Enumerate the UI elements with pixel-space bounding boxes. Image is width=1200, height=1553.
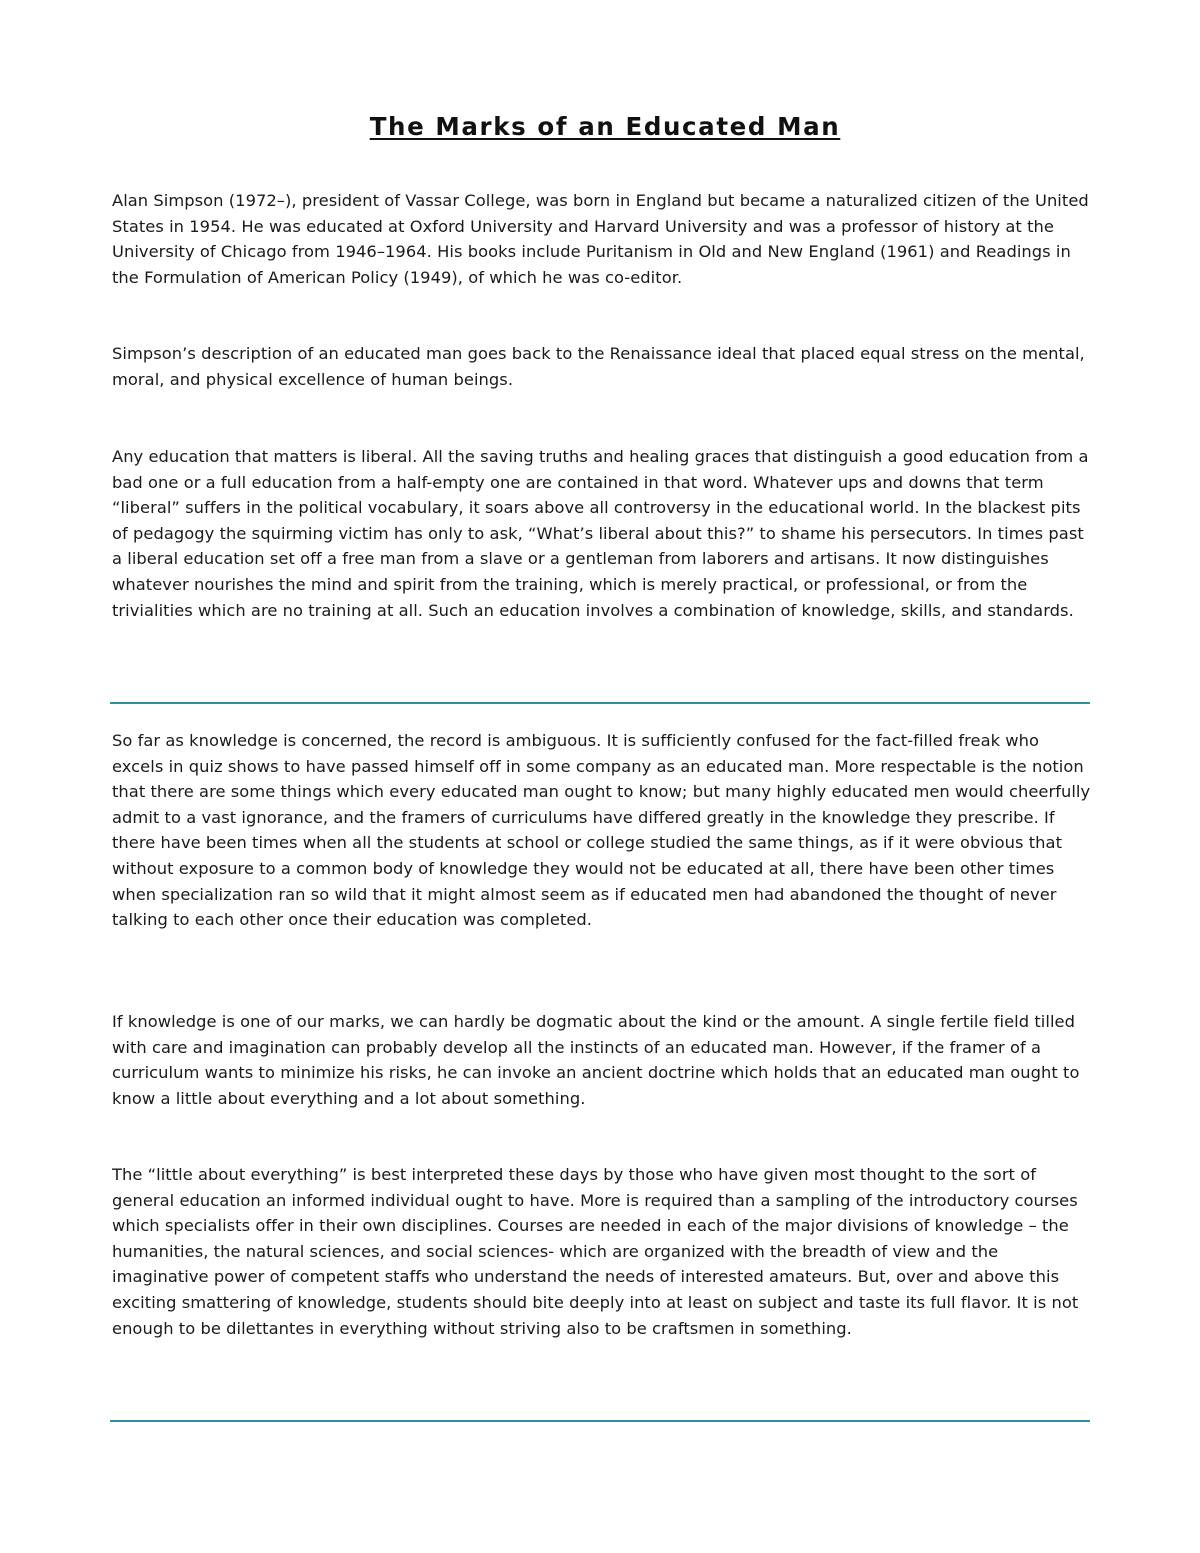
paragraph-author-bio: Alan Simpson (1972–), president of Vassar College, was born in England but became a naturalized citizen of the United States in 1954. He was educated at Oxford University and Harvard University and was a professor of history at the University of Chicago from 1946–1964. His books include Puritanism in Old and New England (1961) and Readings in the Formulation of American Policy (1949), of which he was co-editor. [112, 191, 1089, 287]
paragraph-general-education: The “little about everything” is best interpreted these days by those who have given most thought to the sort of general education an informed individual ought to have. More is required than a sampling of the introductory courses which specialists offer in their own disciplines. Courses are needed in each of the major divisions of knowledge – the humanities, the natural sciences, and social sciences- which are organized with the breadth of view and the imaginative power of competent staffs who understand the needs of interested amateurs. But, over and above this exciting smattering of knowledge, students should bite deeply into at least on subject and taste its full flavor. It is not enough to be dilettantes in everything without striving also to be craftsmen in something. [112, 1165, 1079, 1338]
paragraph-knowledge: So far as knowledge is concerned, the record is ambiguous. It is sufficiently confused for the fact-filled freak who excels in quiz shows to have passed himself off in some company as an educated man. More respectable is the notion that there are some things which every educated man ought to know; but many highly educated men would cheerfully admit to a vast ignorance, and the framers of curriculums have differed greatly in the knowledge they prescribe. If there have been times when all the students at school or college studied the same things, as if it were obvious that without exposure to a common body of knowledge they would not be educated at all, there have been other times when specialization ran so wild that it might almost seem as if educated men had abandoned the thought of never talking to each other once their education was completed. [112, 731, 1091, 930]
section-divider [110, 1420, 1090, 1422]
paragraph-liberal-education: Any education that matters is liberal. All the saving truths and healing graces that distinguish a good education from a bad one or a full education from a half-empty one are contained in that word. Whatever ups and downs that term “liberal” suffers in the political vocabulary, it soars above all controversy in the educational world. In the blackest pits of pedagogy the squirming victim has only to ask, “What’s liberal about this?” to shame his persecutors. In times past a liberal education set off a free man from a slave or a gentleman from laborers and artisans. It now distinguishes whatever nourishes the mind and spirit from the training, which is merely practical, or professional, or from the trivialities which are no training at all. Such an education involves a combination of knowledge, skills, and standards. [112, 447, 1089, 620]
section-divider [110, 702, 1090, 704]
paragraph-renaissance-ideal: Simpson’s description of an educated man goes back to the Renaissance ideal that placed equal stress on the mental, moral, and physical excellence of human beings. [112, 344, 1085, 389]
document-title: The Marks of an Educated Man [369, 112, 841, 141]
paragraph-knowledge-marks: If knowledge is one of our marks, we can hardly be dogmatic about the kind or the amount. A single fertile field tilled with care and imagination can probably develop all the instincts of an educated man. However, if the framer of a curriculum wants to minimize his risks, he can invoke an ancient doctrine which holds that an educated man ought to know a little about everything and a lot about something. [112, 1012, 1080, 1108]
